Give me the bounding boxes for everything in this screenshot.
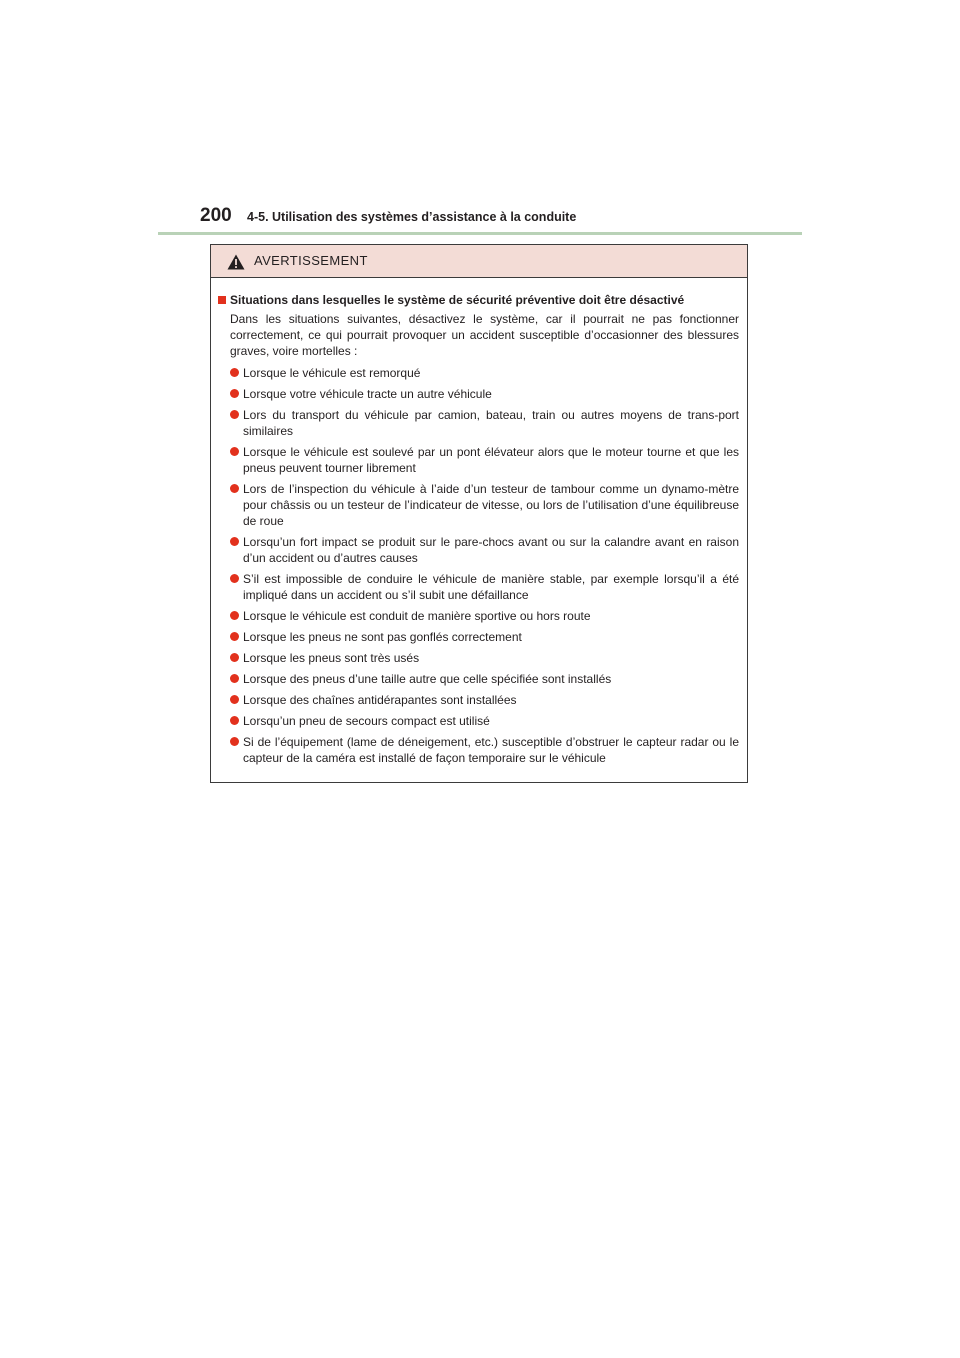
list-item [230, 650, 739, 666]
warning-triangle-icon [227, 254, 245, 270]
intro-paragraph: Dans les situations suivantes, désactivez le système, car il pourrait ne pas fonctionner correctement, ce qui pourrait provoquer un accident susceptible d’occasionner des blessures graves, voire mortelles : [230, 312, 739, 358]
section-title: 4-5. Utilisation des systèmes d’assistance à la conduite [247, 210, 577, 224]
red-bullet-icon [230, 632, 239, 641]
list-item [230, 365, 739, 381]
list-item [230, 671, 739, 687]
topic-heading-text: Situations dans lesquelles le système de sécurité préventive doit être désactivé [230, 293, 685, 307]
list-item [230, 734, 739, 766]
red-bullet-icon [230, 447, 239, 456]
list-item-text: Lorsque les pneus sont très usés [243, 651, 420, 665]
list-item-text: Si de l’équipement (lame de déneigement, etc.) susceptible d’obstruer le capteur radar ou le capteur de la caméra est installé de façon temporaire sur le véhicule [243, 735, 739, 765]
list-item-text: S’il est impossible de conduire le véhicule de manière stable, par exemple lorsqu’il a été impliqué dans un accident ou s’il subit une défaillance [243, 572, 739, 602]
red-bullet-icon [230, 410, 239, 419]
list-item-text: Lorsque les pneus ne sont pas gonflés correctement [243, 630, 522, 644]
topic-heading [218, 292, 739, 308]
red-bullet-icon [230, 389, 239, 398]
red-bullet-icon [230, 653, 239, 662]
list-item-text: Lorsqu’un fort impact se produit sur le pare-chocs avant ou sur la calandre avant en raison d’un accident ou d’autres causes [243, 535, 739, 565]
list-item [230, 534, 739, 566]
list-item-text: Lorsque le véhicule est soulevé par un pont élévateur alors que le moteur tourne et que les pneus peuvent tourner librement [243, 445, 739, 475]
list-item-text: Lors du transport du véhicule par camion, bateau, train ou autres moyens de trans-port similaires [243, 408, 739, 438]
red-bullet-icon [230, 737, 239, 746]
list-item-text: Lorsque des chaînes antidérapantes sont installées [243, 693, 517, 707]
red-bullet-icon [230, 484, 239, 493]
red-bullet-icon [230, 574, 239, 583]
red-bullet-icon [230, 695, 239, 704]
page-header [200, 204, 802, 234]
list-item [230, 571, 739, 603]
red-bullet-icon [230, 611, 239, 620]
header-rule [158, 232, 802, 235]
list-item [230, 444, 739, 476]
list-item [230, 629, 739, 645]
list-item [230, 481, 739, 529]
list-item [230, 713, 739, 729]
page-number: 200 [200, 205, 232, 226]
list-item [230, 608, 739, 624]
list-item-text: Lorsque le véhicule est conduit de manière sportive ou hors route [243, 609, 591, 623]
warning-box [210, 244, 748, 783]
red-bullet-icon [230, 674, 239, 683]
red-bullet-icon [230, 537, 239, 546]
list-item [230, 692, 739, 708]
list-item [230, 407, 739, 439]
list-item-text: Lors de l’inspection du véhicule à l’aide d’un testeur de tambour comme un dynamo-mètre pour châssis ou un testeur de l’indicateur de vitesse, ou lors de l’utilisation d’une équilibreuse de roue [243, 482, 739, 528]
warning-label: AVERTISSEMENT [254, 253, 368, 268]
situation-list [218, 365, 739, 766]
list-item-text: Lorsqu’un pneu de secours compact est utilisé [243, 714, 490, 728]
warning-header [211, 245, 747, 278]
red-bullet-icon [230, 368, 239, 377]
red-bullet-icon [230, 716, 239, 725]
list-item [230, 386, 739, 402]
warning-body [211, 278, 747, 766]
red-square-icon [218, 296, 226, 304]
list-item-text: Lorsque votre véhicule tracte un autre véhicule [243, 387, 492, 401]
list-item-text: Lorsque le véhicule est remorqué [243, 366, 421, 380]
list-item-text: Lorsque des pneus d’une taille autre que celle spécifiée sont installés [243, 672, 612, 686]
